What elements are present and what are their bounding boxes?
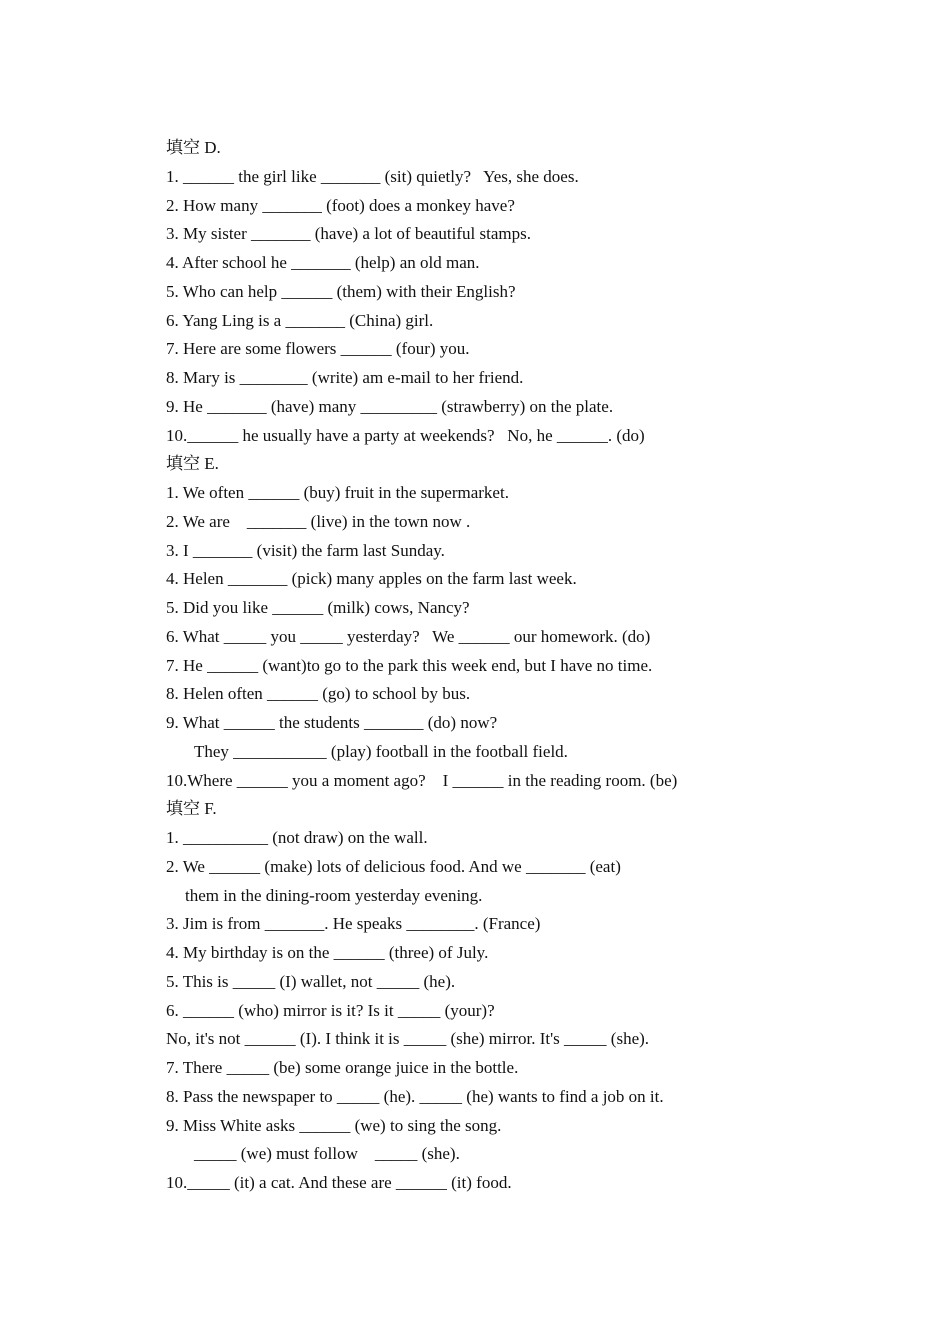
exercise-line-continued: _____ (we) must follow _____ (she). [194, 1144, 460, 1164]
exercise-line: 7. There _____ (be) some orange juice in the bottle. [166, 1058, 519, 1077]
exercise-line: 8. Mary is ________ (write) am e-mail to her friend. [166, 368, 524, 387]
exercise-line: 1. __________ (not draw) on the wall. [166, 828, 428, 847]
exercise-line: 5. Did you like ______ (milk) cows, Nancy? [166, 598, 470, 617]
exercise-line: 3. My sister _______ (have) a lot of beautiful stamps. [166, 224, 531, 244]
exercise-line: 10.Where ______ you a moment ago? I ______ in the reading room. (be) [166, 770, 678, 790]
exercise-line: 3. I _______ (visit) the farm last Sunday. [166, 540, 445, 560]
exercise-line: 7. Here are some flowers ______ (four) you. [166, 339, 470, 359]
exercise-line: 2. We are _______ (live) in the town now . [166, 511, 471, 531]
exercise-line-continued: They ___________ (play) football in the football field. [194, 741, 568, 761]
exercise-line: 9. What ______ the students _______ (do) now? [166, 713, 498, 732]
exercise-line: 4. My birthday is on the ______ (three) of July. [166, 943, 489, 962]
exercise-line: 2. We ______ (make) lots of delicious food. And we _______ (eat) [166, 856, 621, 876]
exercise-line: No, it's not ______ (I). I think it is _____ (she) mirror. It's _____ (she). [166, 1029, 650, 1049]
worksheet [166, 134, 866, 1198]
exercise-line: 5. This is _____ (I) wallet, not _____ (he). [166, 971, 456, 991]
section-title-f: 填空 F. [166, 799, 217, 819]
exercise-line: 1. We often ______ (buy) fruit in the supermarket. [166, 483, 509, 502]
exercise-line: 7. He ______ (want)to go to the park this week end, but I have no time. [166, 655, 653, 675]
exercise-line-continued: them in the dining-room yesterday evening. [185, 885, 483, 905]
exercise-line: 6. ______ (who) mirror is it? Is it _____ (your)? [166, 1000, 495, 1020]
section-title-e: 填空 E. [166, 454, 219, 474]
exercise-line: 9. Miss White asks ______ (we) to sing the song. [166, 1115, 502, 1135]
exercise-line: 3. Jim is from _______. He speaks ________. (France) [166, 914, 541, 934]
exercise-line: 8. Helen often ______ (go) to school by bus. [166, 684, 471, 704]
exercise-line: 8. Pass the newspaper to _____ (he). _____ (he) wants to find a job on it. [166, 1086, 664, 1106]
exercise-line: 9. He _______ (have) many _________ (strawberry) on the plate. [166, 396, 614, 416]
exercise-line: 6. Yang Ling is a _______ (China) girl. [166, 310, 434, 330]
exercise-line: 5. Who can help ______ (them) with their English? [166, 281, 516, 301]
exercise-line: 10._____ (it) a cat. And these are ______ (it) food. [166, 1173, 512, 1192]
exercise-line: 4. After school he _______ (help) an old man. [166, 253, 480, 272]
exercise-line: 10.______ he usually have a party at weekends? No, he ______. (do) [166, 425, 645, 445]
exercise-line: 6. What _____ you _____ yesterday? We ______ our homework. (do) [166, 626, 651, 646]
exercise-line: 4. Helen _______ (pick) many apples on the farm last week. [166, 569, 577, 589]
exercise-line: 1. ______ the girl like _______ (sit) quietly? Yes, she does. [166, 166, 579, 186]
section-title-d: 填空 D. [166, 138, 221, 157]
exercise-line: 2. How many _______ (foot) does a monkey have? [166, 195, 515, 215]
